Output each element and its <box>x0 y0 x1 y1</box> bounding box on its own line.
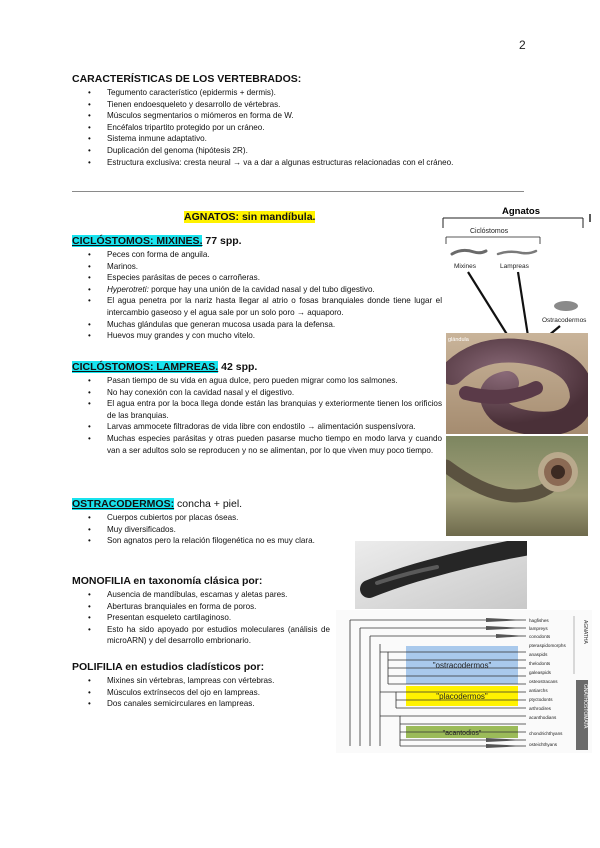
taxon-label: anaspids <box>529 652 548 657</box>
polifilia-list <box>72 675 332 710</box>
ostracodermos-heading: OSTRACODERMOS: <box>72 498 175 510</box>
list-item: • Pasan tiempo de su vida en agua dulce, pero pueden migrar como los salmones. <box>72 375 442 387</box>
mixines-list <box>72 249 442 342</box>
gnathostomata-label: GNATHOSTOMATA <box>582 684 588 729</box>
lamprey-swim-photo <box>355 541 527 609</box>
list-item: • Cuerpos cubiertos por placas óseas. <box>72 512 362 524</box>
placodermos-group-label: "placodermos" <box>436 692 488 701</box>
taxon-label: osteichthyans <box>529 742 558 747</box>
list-item: • Mixines sin vértebras, lampreas con vértebras. <box>72 675 332 687</box>
list-item: • Peces con forma de anguila. <box>72 249 442 261</box>
taxon-label: osteostracans <box>529 679 558 684</box>
mixines-title <box>72 235 242 248</box>
taxon-label: antiarchs <box>529 688 548 693</box>
hagfish-icon <box>452 250 486 254</box>
list-item: • Muchas glándulas que generan mucosa usada para la defensa. <box>72 319 442 331</box>
hagfish-illustration <box>446 333 588 434</box>
ciclostomos-label: Ciclóstomos <box>470 228 509 235</box>
ostracodermos-suffix: concha + piel. <box>177 498 243 510</box>
ostracodermos-title <box>72 498 242 511</box>
list-item: • Aberturas branquiales en forma de poros. <box>72 601 330 613</box>
hagfish-photo-label: glándula <box>448 337 469 343</box>
diagram-line <box>468 272 508 336</box>
acantodios-group-label: "acantodios" <box>442 730 482 737</box>
lampreas-label: Lampreas <box>500 263 529 270</box>
list-item: • Especies parásitas de peces o carroñeras. <box>72 272 442 284</box>
taxon-label: chondrichthyans <box>529 731 563 736</box>
list-item: • Muy diversificados. <box>72 524 362 536</box>
list-item: • Ausencia de mandíbulas, escamas y aletas pares. <box>72 589 330 601</box>
lamprey-swim-illustration <box>355 541 527 609</box>
taxon-label: acanthodians <box>529 715 557 720</box>
diagram-line <box>518 272 528 336</box>
taxon-label: lampreys <box>529 626 548 631</box>
agnatos-title: AGNATOS: sin mandíbula. <box>184 211 316 223</box>
cladogram <box>336 610 592 753</box>
vertebrados-title: CARACTERÍSTICAS DE LOS VERTEBRADOS: <box>72 73 302 85</box>
lampreas-heading: CICLÓSTOMOS: LAMPREAS. <box>72 361 219 373</box>
list-item: • Músculos segmentarios o miómeros en forma de W. <box>72 110 532 122</box>
list-item: • Estructura exclusiva: cresta neural → va a dar a algunas estructuras relacionadas con el cráneo. <box>72 157 532 169</box>
list-item: • Presentan esqueleto cartilaginoso. <box>72 612 330 624</box>
page-number: 2 <box>519 38 526 52</box>
mixines-label: Mixines <box>454 263 477 270</box>
list-item: • Encéfalos tripartito protegido por un cráneo. <box>72 122 532 134</box>
list-item: • El agua entra por la boca llega donde están las branquias y exteriormente tienen los orificios de las branquias. <box>72 398 442 421</box>
taxon-label: conodonts <box>529 634 551 639</box>
list-item: • Músculos extrínsecos del ojo en lampreas. <box>72 687 332 699</box>
vertebrados-list <box>72 87 532 168</box>
lampreas-count: 42 spp. <box>221 361 258 373</box>
list-item: • Tegumento característico (epidermis + dermis). <box>72 87 532 99</box>
list-item: • Duplicación del genoma (hipótesis 2R). <box>72 145 532 157</box>
taxon-label: arthrodires <box>529 706 551 711</box>
monofilia-list <box>72 589 330 647</box>
ostracodermos-group-label: "ostracodermos" <box>432 661 492 670</box>
taxon-label: thelodonts <box>529 661 551 666</box>
list-item: • Larvas ammocete filtradoras de vida libre con endostilo → alimentación suspensívora. <box>72 421 442 433</box>
lamprey-icon <box>498 251 536 254</box>
polifilia-title: POLIFILIA en estudios cladísticos por: <box>72 661 265 673</box>
taxon-label: hagfishes <box>529 618 549 623</box>
list-item: • Sistema inmune adaptativo. <box>72 133 532 145</box>
agnatos-diagram <box>440 202 595 340</box>
list-item: • Dos canales semicirculares en lampreas. <box>72 698 332 710</box>
list-item: • Marinos. <box>72 261 442 273</box>
section-divider <box>72 191 524 192</box>
list-item: • Esto ha sido apoyado por estudios moleculares (análisis de microARN) y del desarrollo embrionario. <box>72 624 330 647</box>
hagfish-photo <box>446 333 588 434</box>
taxon-label: galeaspids <box>529 670 551 675</box>
mixines-count: 77 spp. <box>205 235 242 247</box>
list-item: • El agua penetra por la nariz hasta llegar al atrio o fosas branquiales donde tiene lugar el intercambio gaseoso y el agua sale por un solo poro → aquaporo. <box>72 295 442 318</box>
ostracodermos-label: Ostracodermos <box>542 317 587 324</box>
ostracodermos-list <box>72 512 362 547</box>
mixines-heading: CICLÓSTOMOS: MIXINES. <box>72 235 203 247</box>
agnatha-label: AGNATHA <box>582 620 588 644</box>
agnatos-diagram-title: Agnatos <box>502 206 540 217</box>
list-item: • No hay conexión con la cavidad nasal y el digestivo. <box>72 387 442 399</box>
lampreas-title <box>72 361 257 374</box>
monofilia-title: MONOFILIA en taxonomía clásica por: <box>72 575 263 587</box>
lampreas-list <box>72 375 442 456</box>
list-item: • Son agnatos pero la relación filogenética no es muy clara. <box>72 535 362 547</box>
taxon-label: ptyctodonts <box>529 697 553 702</box>
list-item: • Muchas especies parásitas y otras pueden pasarse mucho tiempo en modo larva y cuando van a ser adultos solo se reproducen y no se alimentan, por lo que viven muy poco tiempo. <box>72 433 442 456</box>
lamprey-photo <box>446 436 588 536</box>
ostracoderm-icon <box>554 301 578 311</box>
lamprey-illustration <box>446 436 588 536</box>
list-item: • Hyperotreti: porque hay una unión de la cavidad nasal y del tubo digestivo. <box>72 284 442 296</box>
list-item: • Huevos muy grandes y con mucho vitelo. <box>72 330 442 342</box>
taxon-label: pteraspidomorphs <box>529 643 566 648</box>
list-item: • Tienen endoesqueleto y desarrollo de vértebras. <box>72 99 532 111</box>
